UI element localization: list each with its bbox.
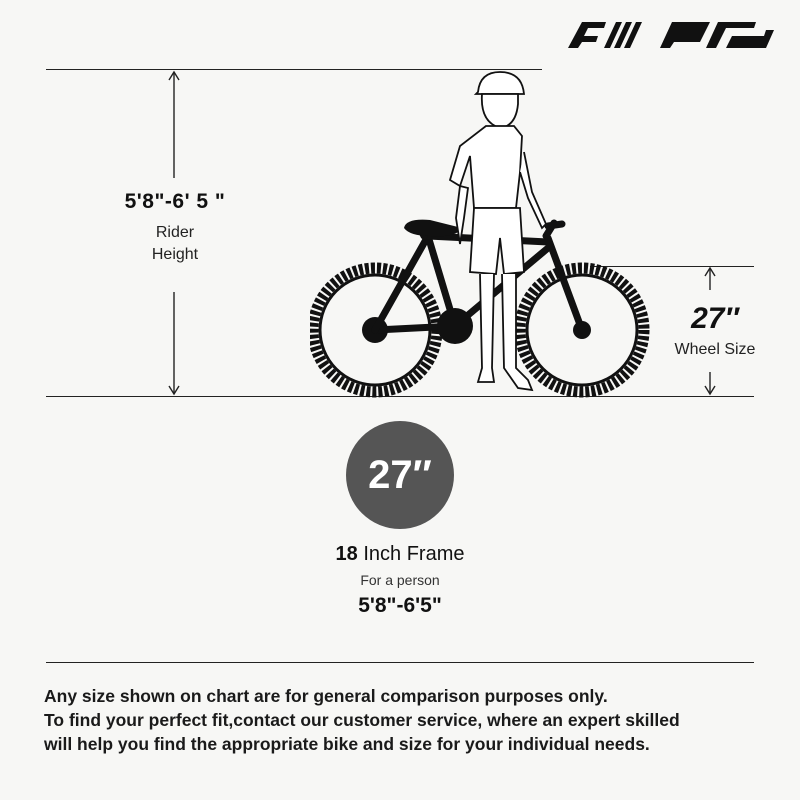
wheel-size-label: Wheel Size: [674, 341, 756, 358]
frame-for-text: For a person: [360, 572, 440, 588]
frame-size-line: [250, 543, 550, 566]
rider-with-bike-illustration: [310, 68, 655, 398]
frame-size-text: Inch Frame: [363, 543, 465, 565]
rider-height-label: [110, 222, 240, 266]
rider-figure-icon: [450, 72, 546, 390]
bike-seat-icon: [404, 220, 462, 237]
rider-label-line1: Rider: [155, 224, 195, 241]
brand-logo: [560, 16, 780, 52]
rider-label-line2: Height: [151, 246, 199, 263]
brand-logo-text: AVASTA: [560, 16, 564, 17]
disclaimer-line1: Any size shown on chart are for general comparison purposes only.: [44, 686, 608, 706]
disclaimer-line2: To find your perfect fit,contact our customer service, where an expert skilled: [44, 710, 680, 730]
frame-person-range: 5'8"-6'5": [358, 594, 442, 617]
separator-rule: [46, 662, 754, 663]
frame-size-number: 18: [335, 543, 358, 565]
chainring-icon: [437, 308, 473, 344]
wheel-size-value: 27″: [691, 302, 739, 335]
disclaimer-line3: will help you find the appropriate bike and size for your individual needs.: [44, 734, 650, 754]
wheel-size-badge: 27″: [346, 421, 454, 529]
disclaimer: [44, 684, 774, 756]
rider-height-range: 5'8"-6' 5 ": [124, 190, 226, 213]
